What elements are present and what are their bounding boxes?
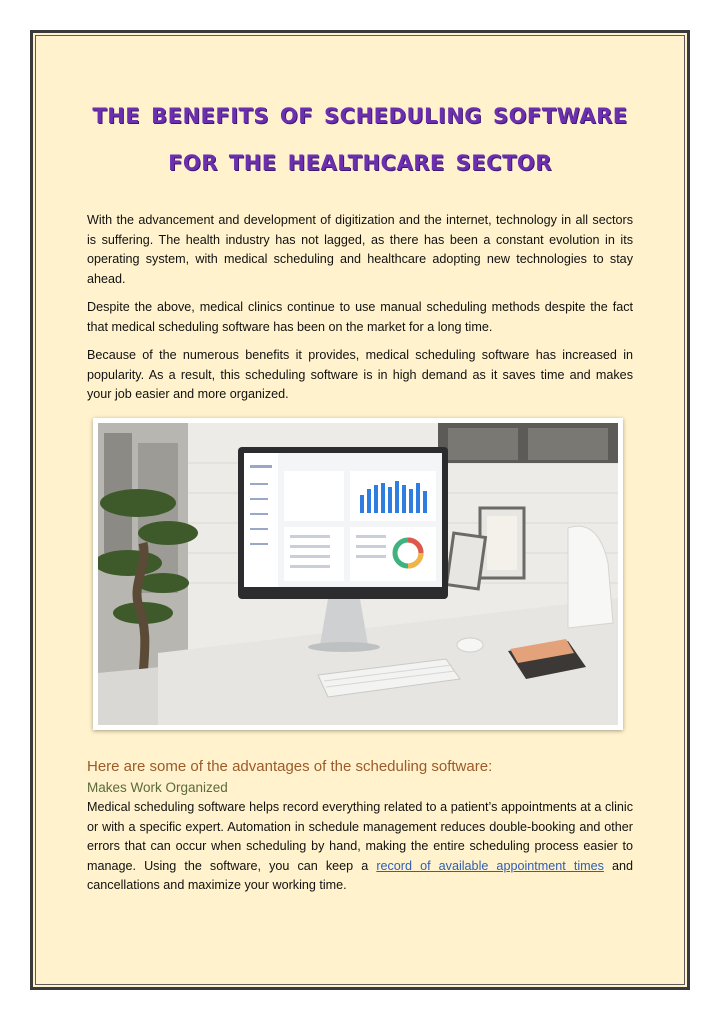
- paragraph-popularity: Because of the numerous benefits it provides, medical scheduling software has increased in popularity. As a result, this scheduling software is in high demand as it saves time and makes your job easier and more organized.: [87, 348, 633, 402]
- document-title: the benefits of scheduling software for the healthcare sector: [92, 96, 628, 178]
- organized-paragraph: [87, 798, 633, 896]
- hero-image: [93, 418, 623, 730]
- appointment-times-link[interactable]: record of available appointment times: [376, 858, 604, 873]
- organized-text-start: Medical scheduling software helps record everything related to a patient’s appointments at a clinic or with a specific expert. Automation in schedule management reduces double-booking and other errors that can occur when scheduling by hand, making the entire scheduling process easier to manage. Using the software, you can keep a: [87, 800, 633, 873]
- organized-text-end: and cancellations and maximize your working time.: [87, 858, 634, 893]
- intro-paragraph: With the advancement and development of digitization and the internet, technology in all sectors is suffering. The health industry has not lagged, as there has been a constant evolution in its operating system, with medical scheduling and healthcare adopting new technologies to stay ahead.: [87, 213, 633, 286]
- subsection-heading: Makes Work Organized: [87, 780, 228, 795]
- paragraph-manual-scheduling: Despite the above, medical clinics continue to use manual scheduling methods despite the fact that medical scheduling software has been on the market for a long time.: [87, 300, 633, 334]
- desk-monitor-illustration: [98, 423, 618, 725]
- advantages-heading: Here are some of the advantages of the scheduling software:: [87, 758, 493, 775]
